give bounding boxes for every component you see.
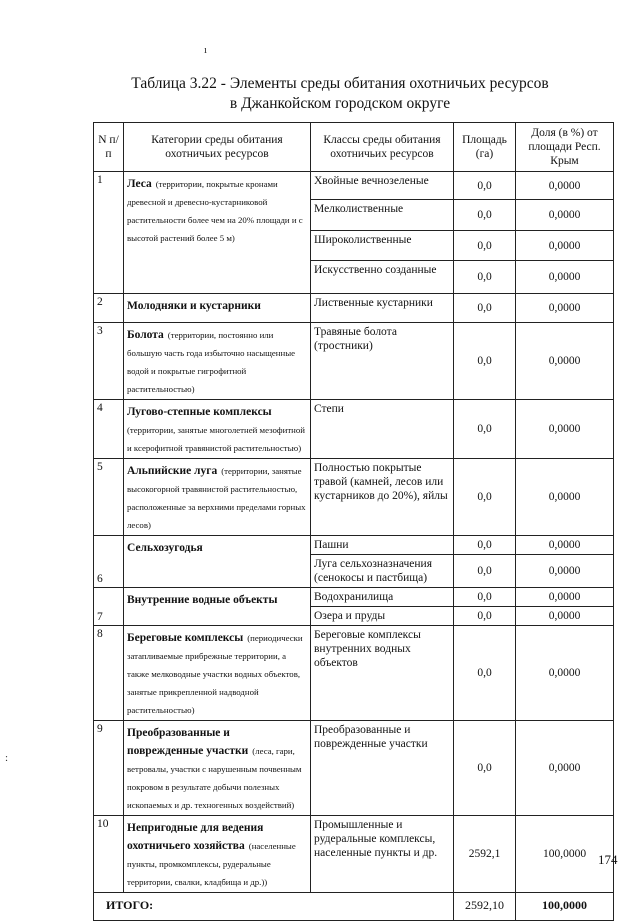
table-row [94,294,614,323]
habitat-class: Преобразованные и поврежденные участки [311,721,454,816]
area-value: 0,0 [454,294,516,323]
table-row [94,536,614,555]
area-value: 0,0 [454,172,516,200]
row-number: 6 [94,536,124,588]
area-value: 0,0 [454,588,516,607]
category-name: Внутренние водные объекты [127,594,278,606]
habitat-class: Луга сельхозназначения (сенокосы и пастбища) [311,555,454,588]
habitat-class: Береговые комплексы внутренних водных объектов [311,626,454,721]
habitat-class: Хвойные вечнозеленые [311,172,454,200]
category-description: (территории, покрытые кронами древесной и древесно-кустарниковой растительности более чем на 20% площади и с высотой растений более 5 м) [127,179,303,243]
share-value: 0,0000 [516,400,614,459]
table-title [90,74,590,114]
row-number: 9 [94,721,124,816]
category-name: Береговые комплексы [127,632,244,644]
category-cell [124,400,311,459]
table-row [94,459,614,536]
share-value: 0,0000 [516,261,614,294]
category-name: Сельхозугодья [127,542,203,554]
table-body [94,172,614,893]
row-number: 1 [94,172,124,294]
scan-mark: ı [204,44,208,56]
category-name: Леса [127,178,152,190]
category-name: Болота [127,329,164,341]
row-number: 10 [94,816,124,893]
category-cell [124,459,311,536]
habitat-class: Водохранилища [311,588,454,607]
habitat-table [93,122,614,921]
row-number: 2 [94,294,124,323]
habitat-class: Искусственно созданные [311,261,454,294]
habitat-class: Пашни [311,536,454,555]
share-value: 0,0000 [516,200,614,231]
area-value: 0,0 [454,200,516,231]
habitat-class: Травяные болота (тростники) [311,323,454,400]
table-row [94,588,614,607]
category-description: (территории, постоянно или большую часть года избыточно насыщенные водой и покрытые гигрофитной растительностью) [127,330,296,394]
total-row [94,893,614,921]
row-number: 3 [94,323,124,400]
category-cell [124,588,311,626]
category-name: Непригодные для ведения охотничьего хозяйства [127,822,264,852]
area-value: 0,0 [454,626,516,721]
habitat-class: Широколиственные [311,231,454,261]
table-row [94,172,614,200]
header-class: Классы среды обитания охотничьих ресурсов [311,123,454,172]
header-category: Категории среды обитания охотничьих ресурсов [124,123,311,172]
area-value: 0,0 [454,721,516,816]
category-name: Альпийские луга [127,465,218,477]
total-label: ИТОГО: [94,893,454,921]
category-cell [124,172,311,294]
share-value: 0,0000 [516,721,614,816]
share-value: 0,0000 [516,294,614,323]
table-title-line2: в Джанкойском городском округе [229,95,451,112]
table-row [94,816,614,893]
share-value: 0,0000 [516,626,614,721]
category-description: (территории, занятые многолетней мезофитной и ксерофитной травянистой растительностью) [127,425,305,453]
area-value: 0,0 [454,400,516,459]
table-row [94,626,614,721]
share-value: 0,0000 [516,555,614,588]
share-value: 0,0000 [516,459,614,536]
total-area: 2592,10 [454,893,516,921]
category-name: Преобразованные и поврежденные участки [127,727,249,757]
category-cell [124,536,311,588]
table-header-row [94,123,614,172]
area-value: 2592,1 [454,816,516,893]
table-row [94,323,614,400]
habitat-class: Промышленные и рудеральные комплексы, населенные пункты и др. [311,816,454,893]
row-number: 5 [94,459,124,536]
share-value: 0,0000 [516,588,614,607]
area-value: 0,0 [454,459,516,536]
habitat-class: Лиственные кустарники [311,294,454,323]
row-number: 7 [94,588,124,626]
table-row [94,721,614,816]
category-cell [124,721,311,816]
habitat-class: Озера и пруды [311,607,454,626]
row-number: 8 [94,626,124,721]
page-number: 174 [598,852,618,867]
share-value: 0,0000 [516,536,614,555]
category-description: (населенные пункты, промкомплексы, рудеральные территории, свалки, кладбища и др.)) [127,841,296,887]
category-description: (территории, занятые высокогорной травянистой растительностью, расположенные за верхними пределами горных лесов) [127,466,306,530]
area-value: 0,0 [454,536,516,555]
area-value: 0,0 [454,231,516,261]
category-cell [124,323,311,400]
category-description: (леса, гари, ветровалы, участки с нарушенным почвенным покровом в результате добычи полезных ископаемых и др. техногенных воздействий) [127,746,302,810]
row-number: 4 [94,400,124,459]
scan-mark: : [5,752,9,764]
area-value: 0,0 [454,555,516,588]
table-title-line1: Таблица 3.22 - Элементы среды обитания охотничьих ресурсов [131,75,549,92]
table-row [94,400,614,459]
category-name: Молодняки и кустарники [127,300,261,312]
header-num: N п/п [94,123,124,172]
habitat-class: Степи [311,400,454,459]
header-area: Площадь (га) [454,123,516,172]
category-name: Лугово-степные комплексы [127,406,272,418]
share-value: 0,0000 [516,231,614,261]
header-share: Доля (в %) от площади Респ. Крым [516,123,614,172]
habitat-class: Полностью покрытые травой (камней, лесов или кустарников до 20%), яйлы [311,459,454,536]
habitat-class: Мелколиственные [311,200,454,231]
share-value: 100,0000 [516,816,614,893]
area-value: 0,0 [454,261,516,294]
category-description: (периодически затапливаемые прибрежные территории, а также мелководные участки водных объектов, занятые прикрепленной надводной растительностью) [127,633,303,715]
category-cell [124,294,311,323]
total-share: 100,0000 [516,893,614,921]
share-value: 0,0000 [516,172,614,200]
category-cell [124,816,311,893]
area-value: 0,0 [454,607,516,626]
share-value: 0,0000 [516,323,614,400]
category-cell [124,626,311,721]
share-value: 0,0000 [516,607,614,626]
area-value: 0,0 [454,323,516,400]
